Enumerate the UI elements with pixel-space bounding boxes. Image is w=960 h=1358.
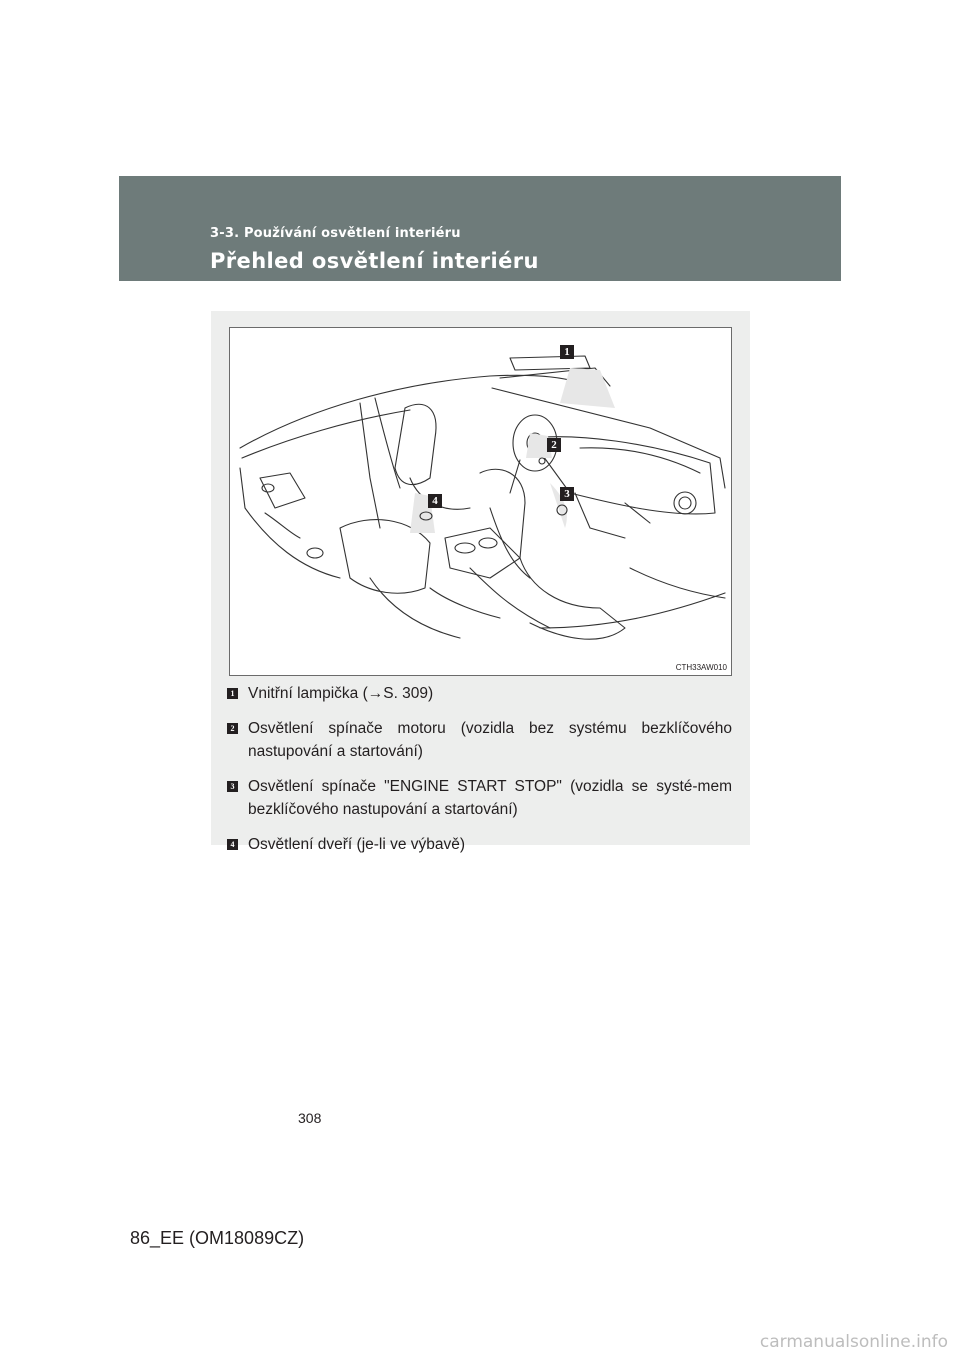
legend-text: Vnitřní lampička (→S. 309) xyxy=(248,685,434,702)
car-interior-drawing xyxy=(230,328,732,676)
legend-marker: 3 xyxy=(227,781,238,792)
legend-text: Osvětlení dveří (je-li ve výbavě) xyxy=(248,836,466,853)
figure-code: CTH33AW010 xyxy=(675,663,727,672)
legend-text: Osvětlení spínače "ENGINE START STOP" (vozidla se systé-mem bezklíčového nastupování a startování) xyxy=(248,778,732,818)
page-title: Přehled osvětlení interiéru xyxy=(210,249,539,273)
legend-marker: 4 xyxy=(227,839,238,850)
callout-2: 2 xyxy=(547,438,561,452)
document-code: 86_EE (OM18089CZ) xyxy=(130,1228,305,1248)
legend-marker: 2 xyxy=(227,723,238,734)
legend-item xyxy=(226,833,732,856)
watermark: carmanualsonline.info xyxy=(759,1332,948,1352)
legend-item xyxy=(226,717,732,763)
legend-item xyxy=(226,775,732,821)
legend-marker: 1 xyxy=(227,688,238,699)
callout-4: 4 xyxy=(428,494,442,508)
page-number: 308 xyxy=(298,1110,322,1126)
callout-3: 3 xyxy=(560,487,574,501)
legend-list xyxy=(226,682,732,868)
legend-item xyxy=(226,682,732,705)
section-label: 3-3. Používání osvětlení interiéru xyxy=(210,226,461,241)
interior-illustration xyxy=(229,327,732,676)
legend-text: Osvětlení spínače motoru (vozidla bez systému bezklíčového nastupování a startování) xyxy=(248,720,732,760)
callout-1: 1 xyxy=(560,345,574,359)
